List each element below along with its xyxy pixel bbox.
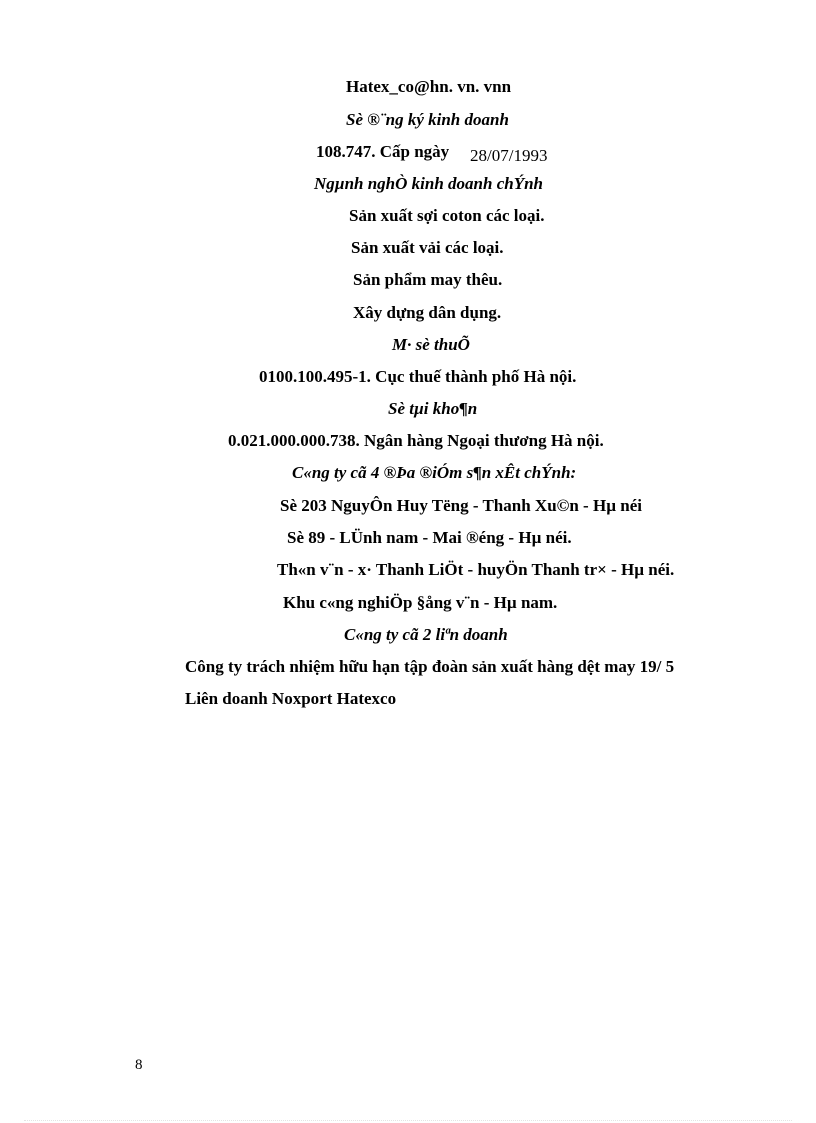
business-line-item: Sản xuất sợi coton các loại. [349,206,545,225]
registration-date: 28/07/1993 [470,146,548,165]
business-line-item: Sản xuất vải các loại. [351,238,504,257]
bank-account-heading: Sè tµi kho¶n [388,399,478,418]
tax-code-line: 0100.100.495-1. Cục thuế thành phố Hà nội. [259,367,577,386]
bank-account-line: 0.021.000.000.738. Ngân hàng Ngoại thương Hà nội. [228,431,604,450]
tax-code-heading: M· sè thuÕ [392,335,470,354]
registration-number-line: 108.747. Cấp ngày [316,142,450,161]
joint-ventures-heading: C«ng ty cã 2 liªn doanh [344,625,508,644]
production-site-item: Khu c«ng nghiÖp §ång v¨n - Hµ nam. [283,593,558,612]
page-bottom-divider [24,1120,792,1121]
production-site-item: Sè 89 - LÜnh nam - Mai ®éng - Hµ néi. [287,528,572,547]
joint-venture-item: Liên doanh Noxport Hatexco [185,689,397,708]
email-line: Hatex_co@hn. vn. vnn [346,77,512,96]
business-lines-heading: Ngµnh nghÒ kinh doanh chÝnh [314,174,544,193]
joint-venture-item: Công ty trách nhiệm hữu hạn tập đoàn sản xuất hàng dệt may 19/ 5 [185,657,675,676]
production-site-item: Sè 203 NguyÔn Huy Tëng - Thanh Xu©n - Hµ néi [280,496,642,515]
page-number: 8 [135,1057,143,1073]
business-line-item: Xây dựng dân dụng. [353,303,502,322]
business-registration-heading: Sè ®¨ng ký kinh doanh [346,110,509,129]
business-line-item: Sản phẩm may thêu. [353,270,503,289]
production-site-item: Th«n v¨n - x· Thanh LiÖt - huyÖn Thanh tr× - Hµ néi. [277,560,675,579]
production-sites-heading: C«ng ty cã 4 ®Þa ®iÓm s¶n xÊt chÝnh: [292,463,577,482]
